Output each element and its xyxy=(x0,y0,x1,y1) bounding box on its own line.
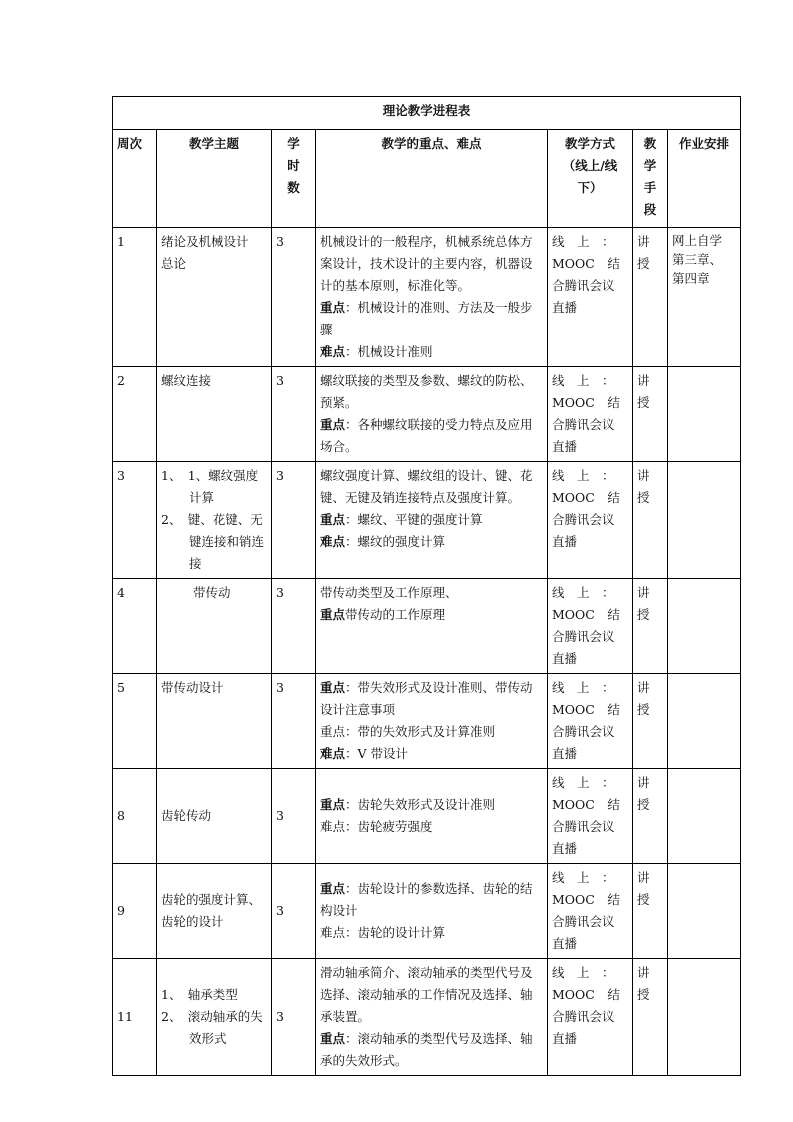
means-line: 讲 xyxy=(637,775,650,790)
week-cell: 2 xyxy=(113,367,157,462)
method-line: 直播 xyxy=(552,1031,578,1046)
means-line: 授 xyxy=(637,490,650,505)
method-line: 直播 xyxy=(552,746,578,761)
means-cell xyxy=(633,674,668,769)
table-row xyxy=(113,959,741,1076)
key-points-paragraph xyxy=(320,582,543,604)
method-line: MOOC 结 xyxy=(552,490,620,505)
key-points-text: 带传动类型及工作原理、 xyxy=(320,585,458,600)
key-points-paragraph xyxy=(320,231,543,297)
key-points-cell xyxy=(316,367,548,462)
key-points-paragraph xyxy=(320,370,543,414)
header-topic: 教学主题 xyxy=(157,130,272,228)
means-line: 讲 xyxy=(637,468,650,483)
method-line: MOOC 结 xyxy=(552,987,620,1002)
method-line: 直播 xyxy=(552,936,578,951)
method-line: 线 上 ： xyxy=(552,373,615,388)
topic-line: 2、 键、花键、无键连接和销连接 xyxy=(161,512,265,571)
means-line: 授 xyxy=(637,797,650,812)
key-points-text: ：滚动轴承的类型代号及选择、轴承的失效形式。 xyxy=(320,1031,533,1068)
means-cell xyxy=(633,228,668,367)
topic-line: 1、 1、螺纹强度计算 xyxy=(161,468,259,505)
means-cell xyxy=(633,367,668,462)
key-points-cell xyxy=(316,674,548,769)
topic-line: 绪论及机械设计 xyxy=(161,234,249,249)
week-cell: 9 xyxy=(113,864,157,959)
hours-cell: 3 xyxy=(272,769,316,864)
method-cell xyxy=(548,864,633,959)
key-points-paragraph xyxy=(320,922,543,944)
table-row xyxy=(113,864,741,959)
homework-cell xyxy=(668,367,741,462)
difficulty-label: 难点 xyxy=(320,344,346,359)
key-points-text: ：齿轮设计的参数选择、齿轮的结构设计 xyxy=(320,881,533,918)
means-line: 讲 xyxy=(637,965,650,980)
topic-line: 总论 xyxy=(161,256,187,271)
method-line: 直播 xyxy=(552,300,578,315)
key-points-paragraph xyxy=(320,465,543,509)
hours-cell: 3 xyxy=(272,579,316,674)
header-week: 周次 xyxy=(113,130,157,228)
homework-line: 第四章 xyxy=(672,271,710,286)
method-line: 线 上 ： xyxy=(552,775,615,790)
means-line: 讲 xyxy=(637,870,650,885)
hours-cell: 3 xyxy=(272,462,316,579)
key-points-paragraph xyxy=(320,297,543,341)
key-points-paragraph xyxy=(320,677,543,721)
table-row xyxy=(113,367,741,462)
topic-line: 2、 滚动轴承的失效形式 xyxy=(161,1009,263,1046)
means-line: 授 xyxy=(637,892,650,907)
key-points-text: 难点：齿轮的设计计算 xyxy=(320,925,446,940)
difficulty-label: 难点 xyxy=(320,746,346,761)
teaching-schedule-table xyxy=(112,96,741,1076)
table-row xyxy=(113,769,741,864)
key-point-label: 重点 xyxy=(320,881,346,896)
header-row xyxy=(113,130,741,228)
method-line: 合腾讯会议 xyxy=(552,724,615,739)
header-means xyxy=(633,130,668,228)
key-points-text: 螺纹联接的类型及参数、螺纹的防松、预紧。 xyxy=(320,373,533,410)
homework-cell xyxy=(668,674,741,769)
difficulty-label: 难点 xyxy=(320,534,346,549)
method-line: 线 上 ： xyxy=(552,234,615,249)
key-point-label: 重点 xyxy=(320,512,346,527)
key-point-label: 重点 xyxy=(320,1031,346,1046)
key-point-label: 重点 xyxy=(320,417,346,432)
header-means-char: 学 xyxy=(643,158,657,173)
key-points-cell xyxy=(316,579,548,674)
key-points-text: ：V 带设计 xyxy=(345,746,409,761)
means-cell xyxy=(633,864,668,959)
key-points-paragraph xyxy=(320,1028,543,1072)
key-points-paragraph xyxy=(320,794,543,816)
homework-cell xyxy=(668,959,741,1076)
topic-line: 带传动 xyxy=(193,585,231,600)
header-method-line: 教学方式 xyxy=(564,136,615,151)
method-cell xyxy=(548,462,633,579)
key-points-text: 螺纹强度计算、螺纹组的设计、键、花键、无键及销连接特点及强度计算。 xyxy=(320,468,533,505)
header-method xyxy=(548,130,633,228)
week-cell: 3 xyxy=(113,462,157,579)
header-means-char: 教 xyxy=(643,136,657,151)
means-line: 授 xyxy=(637,702,650,717)
means-line: 讲 xyxy=(637,234,650,249)
method-line: 合腾讯会议 xyxy=(552,278,615,293)
hours-cell: 3 xyxy=(272,959,316,1076)
method-line: 合腾讯会议 xyxy=(552,1009,615,1024)
method-line: 合腾讯会议 xyxy=(552,629,615,644)
method-line: MOOC 结 xyxy=(552,892,620,907)
method-line: MOOC 结 xyxy=(552,607,620,622)
header-hours-char: 学 xyxy=(287,136,300,151)
key-points-paragraph xyxy=(320,531,543,553)
homework-cell xyxy=(668,864,741,959)
key-points-paragraph xyxy=(320,604,543,626)
key-points-text: 机械设计的一般程序，机械系统总体方案设计，技术设计的主要内容，机器设计的基本原则，标准化等。 xyxy=(320,234,533,293)
week-cell: 1 xyxy=(113,228,157,367)
header-method-line: （线上/线 xyxy=(562,158,618,173)
key-points-text: 滑动轴承简介、滚动轴承的类型代号及选择、滚动轴承的工作情况及选择、轴承装置。 xyxy=(320,965,533,1024)
homework-cell xyxy=(668,228,741,367)
key-points-paragraph xyxy=(320,816,543,838)
header-hours-char: 时 xyxy=(287,158,300,173)
key-points-text: 带传动的工作原理 xyxy=(345,607,446,622)
topic-cell xyxy=(157,959,272,1076)
means-line: 授 xyxy=(637,395,650,410)
topic-line: 1、 轴承类型 xyxy=(161,987,238,1002)
topic-cell xyxy=(157,769,272,864)
method-line: 合腾讯会议 xyxy=(552,417,615,432)
key-points-cell xyxy=(316,769,548,864)
method-cell xyxy=(548,769,633,864)
key-points-text: ：机械设计的准则、方法及一般步骤 xyxy=(320,300,533,337)
method-line: 直播 xyxy=(552,651,578,666)
key-points-text: ：螺纹、平键的强度计算 xyxy=(345,512,483,527)
key-points-cell xyxy=(316,864,548,959)
week-cell: 5 xyxy=(113,674,157,769)
method-cell xyxy=(548,579,633,674)
hours-cell: 3 xyxy=(272,367,316,462)
method-cell xyxy=(548,228,633,367)
hours-cell: 3 xyxy=(272,228,316,367)
topic-cell xyxy=(157,674,272,769)
key-points-paragraph xyxy=(320,414,543,458)
means-line: 授 xyxy=(637,256,650,271)
method-line: 线 上 ： xyxy=(552,585,615,600)
topic-cell xyxy=(157,462,272,579)
title-row xyxy=(113,97,741,130)
means-cell xyxy=(633,959,668,1076)
topic-line: 齿轮传动 xyxy=(161,808,212,823)
method-cell xyxy=(548,959,633,1076)
topic-cell xyxy=(157,864,272,959)
means-line: 讲 xyxy=(637,373,650,388)
key-points-cell xyxy=(316,462,548,579)
means-cell xyxy=(633,462,668,579)
key-point-label: 重点 xyxy=(320,300,346,315)
header-homework: 作业安排 xyxy=(668,130,741,228)
key-points-text: ：机械设计准则 xyxy=(345,344,433,359)
homework-cell xyxy=(668,462,741,579)
method-cell xyxy=(548,367,633,462)
topic-line: 齿轮的强度计算、齿轮的设计 xyxy=(161,892,262,929)
means-line: 授 xyxy=(637,607,650,622)
table-title: 理论教学进程表 xyxy=(113,97,741,130)
method-cell xyxy=(548,674,633,769)
topic-cell xyxy=(157,367,272,462)
key-points-text: ：各种螺纹联接的受力特点及应用场合。 xyxy=(320,417,533,454)
key-points-text: ：螺纹的强度计算 xyxy=(345,534,446,549)
key-points-cell xyxy=(316,959,548,1076)
table-row xyxy=(113,462,741,579)
key-point-label: 重点 xyxy=(320,680,346,695)
header-method-line: 下） xyxy=(577,180,603,195)
means-cell xyxy=(633,579,668,674)
topic-line: 带传动设计 xyxy=(161,680,224,695)
hours-cell: 3 xyxy=(272,864,316,959)
key-point-label: 重点 xyxy=(320,607,346,622)
key-points-text: ：带失效形式及设计准则、带传动设计注意事项 xyxy=(320,680,533,717)
key-points-paragraph xyxy=(320,962,543,1028)
key-points-text: 重点：带的失效形式及计算准则 xyxy=(320,724,496,739)
header-hours xyxy=(272,130,316,228)
table-row xyxy=(113,228,741,367)
method-line: 合腾讯会议 xyxy=(552,914,615,929)
key-points-paragraph xyxy=(320,743,543,765)
header-key-points: 教学的重点、难点 xyxy=(316,130,548,228)
method-line: 线 上 ： xyxy=(552,870,615,885)
method-line: 直播 xyxy=(552,841,578,856)
key-points-text: ：齿轮失效形式及设计准则 xyxy=(345,797,496,812)
key-point-label: 重点 xyxy=(320,797,346,812)
table-body xyxy=(113,228,741,1076)
method-line: 线 上 ： xyxy=(552,680,615,695)
means-line: 讲 xyxy=(637,680,650,695)
method-line: 线 上 ： xyxy=(552,468,615,483)
method-line: 直播 xyxy=(552,439,578,454)
header-means-char: 手 xyxy=(643,180,657,195)
header-hours-char: 数 xyxy=(287,180,300,195)
table-row xyxy=(113,674,741,769)
means-line: 授 xyxy=(637,987,650,1002)
homework-cell xyxy=(668,769,741,864)
method-line: 合腾讯会议 xyxy=(552,819,615,834)
header-means-char: 段 xyxy=(643,202,657,217)
means-cell xyxy=(633,769,668,864)
homework-line: 网上自学 xyxy=(672,233,723,248)
method-line: MOOC 结 xyxy=(552,797,620,812)
key-points-paragraph xyxy=(320,878,543,922)
method-line: 合腾讯会议 xyxy=(552,512,615,527)
key-points-paragraph xyxy=(320,721,543,743)
week-cell: 4 xyxy=(113,579,157,674)
key-points-cell xyxy=(316,228,548,367)
topic-line: 螺纹连接 xyxy=(161,373,212,388)
method-line: MOOC 结 xyxy=(552,702,620,717)
table-row xyxy=(113,579,741,674)
topic-cell xyxy=(157,228,272,367)
hours-cell: 3 xyxy=(272,674,316,769)
method-line: MOOC 结 xyxy=(552,256,620,271)
week-cell: 11 xyxy=(113,959,157,1076)
method-line: MOOC 结 xyxy=(552,395,620,410)
homework-cell xyxy=(668,579,741,674)
homework-line: 第三章、 xyxy=(672,252,723,267)
key-points-paragraph xyxy=(320,341,543,363)
week-cell: 8 xyxy=(113,769,157,864)
method-line: 线 上 ： xyxy=(552,965,615,980)
key-points-text: 难点：齿轮疲劳强度 xyxy=(320,819,433,834)
means-line: 讲 xyxy=(637,585,650,600)
topic-cell xyxy=(157,579,272,674)
key-points-paragraph xyxy=(320,509,543,531)
method-line: 直播 xyxy=(552,534,578,549)
